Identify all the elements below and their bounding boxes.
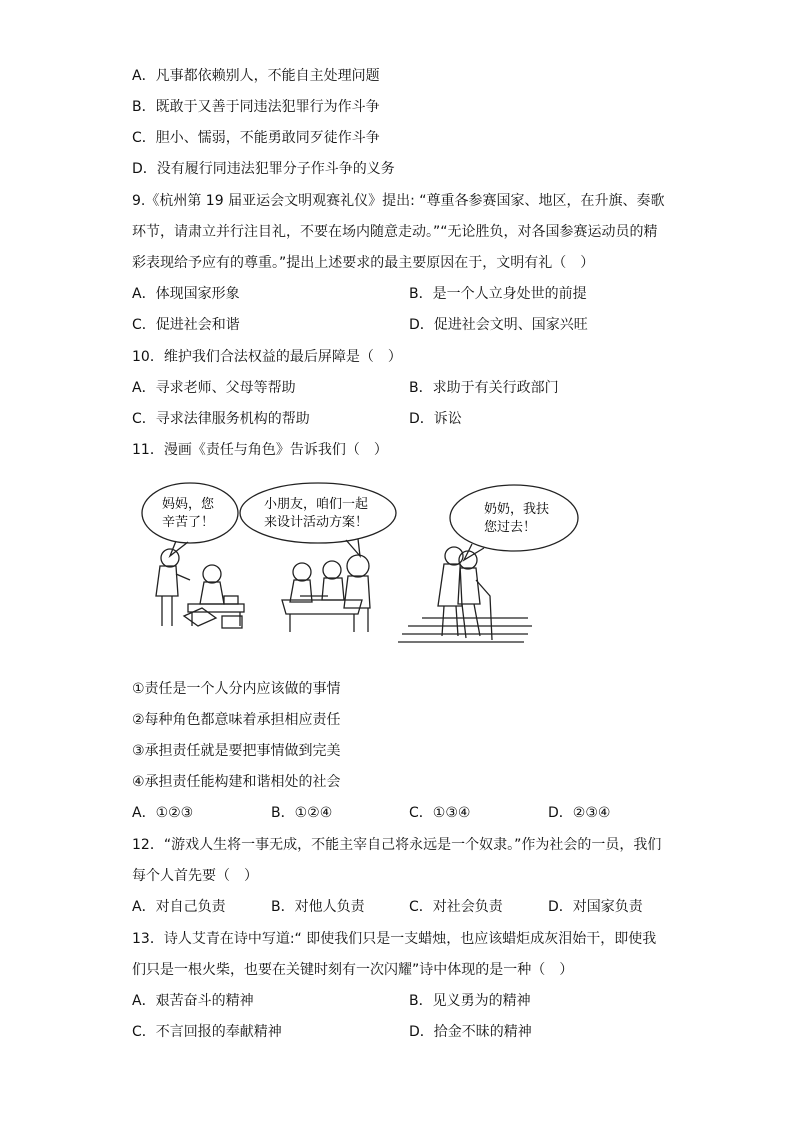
scene-crossing-street	[398, 547, 532, 642]
speech-bubble-3	[450, 485, 578, 551]
q13-option-b: B．见义勇为的精神	[409, 993, 531, 1009]
q11-statement-4: ④承担责任能构建和谐相处的社会	[132, 774, 341, 790]
q11-option-d: D．②③④	[548, 805, 611, 821]
q11-option-b: B．①②④	[271, 805, 333, 821]
bubble-2-line2: 来设计活动方案！	[264, 515, 369, 530]
q9-option-c: C．促进社会和谐	[132, 317, 240, 333]
q11-stem: 11．漫画《责任与角色》告诉我们（ ）	[132, 442, 388, 458]
bubble-1-line1: 妈妈，您	[162, 497, 215, 512]
scene-children-planning	[282, 555, 370, 632]
q9-option-a: A．体现国家形象	[132, 286, 240, 302]
comic-illustration	[132, 476, 584, 646]
q13-option-c: C．不言回报的奉献精神	[132, 1024, 282, 1040]
q12-option-b: B．对他人负责	[271, 899, 365, 915]
bubble-1-line2: 辛苦了！	[162, 515, 215, 530]
q8-option-c: C．胆小、懦弱，不能勇敢同歹徒作斗争	[132, 130, 380, 146]
q11-option-a: A．①②③	[132, 805, 194, 821]
q11-statement-3: ③承担责任就是要把事情做到完美	[132, 743, 341, 759]
q8-option-d: D．没有履行同违法犯罪分子作斗争的义务	[132, 161, 395, 177]
q8-option-a: A．凡事都依赖别人，不能自主处理问题	[132, 68, 380, 84]
bubble-3-line2: 您过去！	[484, 520, 537, 535]
bubble-3-line1: 奶奶，我扶	[484, 502, 550, 517]
q11-option-c: C．①③④	[409, 805, 471, 821]
q13-stem-line1: 13．诗人艾青在诗中写道:“ 即使我们只是一支蜡烛，也应该蜡炬成灰泪始干，即使我	[132, 931, 657, 947]
q9-stem-line1: 9.《杭州第 19 届亚运会文明观赛礼仪》提出: “尊重各参赛国家、地区，在升旗、奏歌	[132, 193, 665, 209]
speech-bubble-2	[240, 483, 396, 543]
q12-option-a: A．对自己负责	[132, 899, 226, 915]
speech-bubble-1	[142, 483, 238, 543]
q8-option-b: B．既敢于又善于同违法犯罪行为作斗争	[132, 99, 380, 115]
q9-stem-line3: 彩表现给予应有的尊重。”提出上述要求的最主要原因在于，文明有礼（ ）	[132, 255, 595, 271]
q13-stem-line2: 们只是一根火柴，也要在关键时刻有一次闪耀”诗中体现的是一种（ ）	[132, 962, 574, 978]
q10-option-d: D．诉讼	[409, 411, 462, 427]
q9-stem-line2: 环节，请肃立并行注目礼，不要在场内随意走动。”“无论胜负，对各国参赛运动员的精	[132, 224, 658, 240]
q9-option-b: B．是一个人立身处世的前提	[409, 286, 587, 302]
q12-stem-line1: 12．“游戏人生将一事无成，不能主宰自己将永远是一个奴隶。”作为社会的一员，我们	[132, 837, 662, 853]
q13-option-d: D．拾金不昧的精神	[409, 1024, 532, 1040]
q11-statement-1: ①责任是一个人分内应该做的事情	[132, 681, 341, 697]
q10-option-c: C．寻求法律服务机构的帮助	[132, 411, 310, 427]
q10-stem: 10．维护我们合法权益的最后屏障是（ ）	[132, 349, 402, 365]
q12-option-d: D．对国家负责	[548, 899, 643, 915]
q10-option-b: B．求助于有关行政部门	[409, 380, 559, 396]
bubble-2-line1: 小朋友，咱们一起	[264, 497, 369, 512]
q12-stem-line2: 每个人首先要（ ）	[132, 868, 258, 884]
q9-option-d: D．促进社会文明、国家兴旺	[409, 317, 588, 333]
q11-statement-2: ②每种角色都意味着承担相应责任	[132, 712, 341, 728]
q12-option-c: C．对社会负责	[409, 899, 503, 915]
scene-mother-child	[156, 549, 244, 628]
q10-option-a: A．寻求老师、父母等帮助	[132, 380, 296, 396]
q13-option-a: A．艰苦奋斗的精神	[132, 993, 254, 1009]
